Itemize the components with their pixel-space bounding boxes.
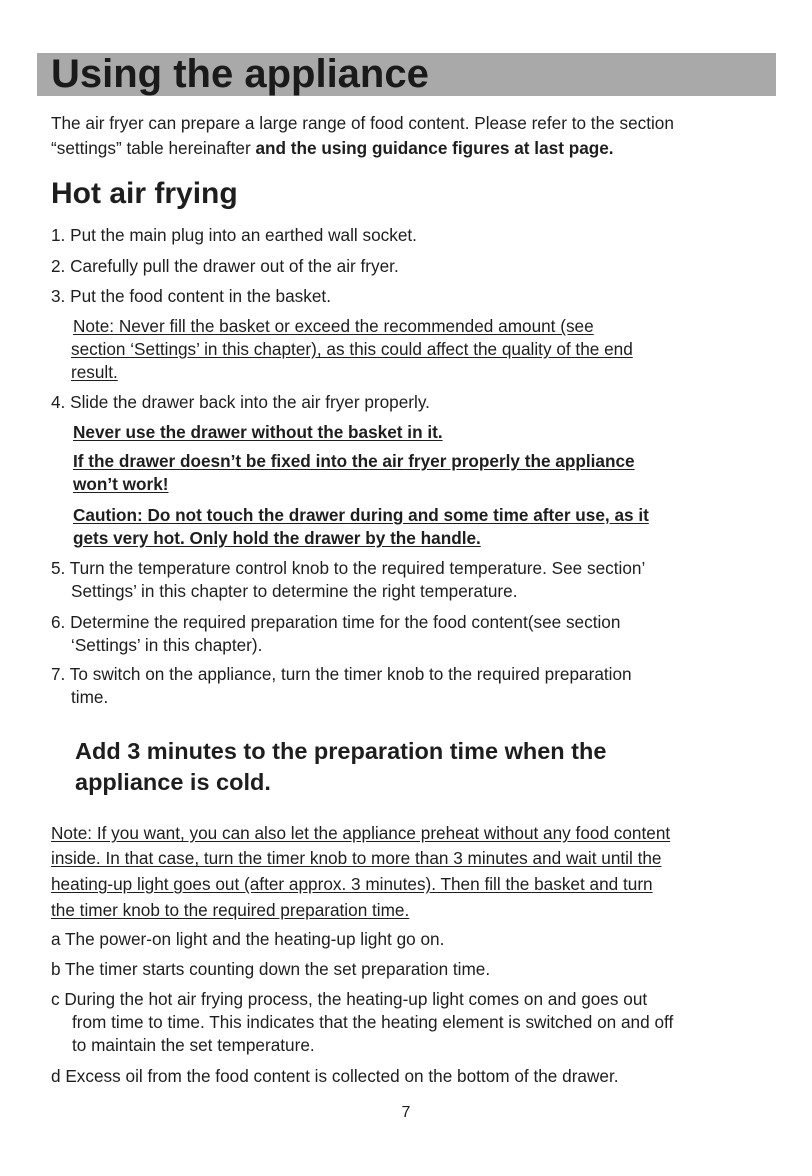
item-a: a The power-on light and the heating-up light go on. <box>51 929 445 949</box>
note-1-line-3: result. <box>71 362 118 382</box>
intro-line-2-bold: and the using guidance figures at last page. <box>255 138 614 158</box>
note-2-line-2: inside. In that case, turn the timer knob to more than 3 minutes and wait until the <box>51 848 662 868</box>
warning-fixed-line-1: If the drawer doesn’t be fixed into the air fryer properly the appliance <box>73 451 635 471</box>
note-2-line-1: Note: If you want, you can also let the appliance preheat without any food content <box>51 823 671 843</box>
step-5-line-2: Settings’ in this chapter to determine the right temperature. <box>71 581 518 601</box>
cold-notice-line-2: appliance is cold. <box>75 769 271 795</box>
step-7-line-2: time. <box>71 687 109 707</box>
note-1-line-1: Note: Never fill the basket or exceed the recommended amount (see <box>73 316 594 336</box>
step-7-line-1: 7. To switch on the appliance, turn the timer knob to the required preparation <box>51 664 632 684</box>
note-2-line-3: heating-up light goes out (after approx. 3 minutes). Then fill the basket and turn <box>51 874 653 894</box>
warning-basket: Never use the drawer without the basket in it. <box>73 422 443 442</box>
intro-line-2-plain: “settings” table hereinafter <box>51 138 256 158</box>
note-1-line-2: section ‘Settings’ in this chapter), as this could affect the quality of the end <box>71 339 633 359</box>
step-3: 3. Put the food content in the basket. <box>51 286 331 306</box>
step-6-line-1: 6. Determine the required preparation time for the food content(see section <box>51 612 621 632</box>
item-b: b The timer starts counting down the set preparation time. <box>51 959 491 979</box>
step-2: 2. Carefully pull the drawer out of the air fryer. <box>51 256 399 276</box>
step-6-line-2: ‘Settings’ in this chapter). <box>71 635 263 655</box>
cold-notice-line-1: Add 3 minutes to the preparation time when the <box>75 738 607 764</box>
intro-line-1: The air fryer can prepare a large range of food content. Please refer to the section <box>51 113 674 133</box>
item-c-line-1: c During the hot air frying process, the heating-up light comes on and goes out <box>51 989 648 1009</box>
item-d: d Excess oil from the food content is collected on the bottom of the drawer. <box>51 1066 619 1086</box>
section-heading: Hot air frying <box>51 177 238 210</box>
title-bar <box>37 53 776 96</box>
caution-line-1: Caution: Do not touch the drawer during and some time after use, as it <box>73 505 649 525</box>
page-title: Using the appliance <box>51 52 429 96</box>
step-1: 1. Put the main plug into an earthed wall socket. <box>51 225 417 245</box>
item-c-line-3: to maintain the set temperature. <box>72 1035 315 1055</box>
intro-line-2 <box>51 136 614 160</box>
step-5-line-1: 5. Turn the temperature control knob to the required temperature. See section’ <box>51 558 646 578</box>
page-number: 7 <box>401 1104 411 1121</box>
step-4: 4. Slide the drawer back into the air fryer properly. <box>51 392 430 412</box>
caution-line-2: gets very hot. Only hold the drawer by the handle. <box>73 528 481 548</box>
item-c-line-2: from time to time. This indicates that the heating element is switched on and off <box>72 1012 674 1032</box>
note-2-line-4: the timer knob to the required preparation time. <box>51 900 410 920</box>
warning-fixed-line-2: won’t work! <box>73 474 169 494</box>
